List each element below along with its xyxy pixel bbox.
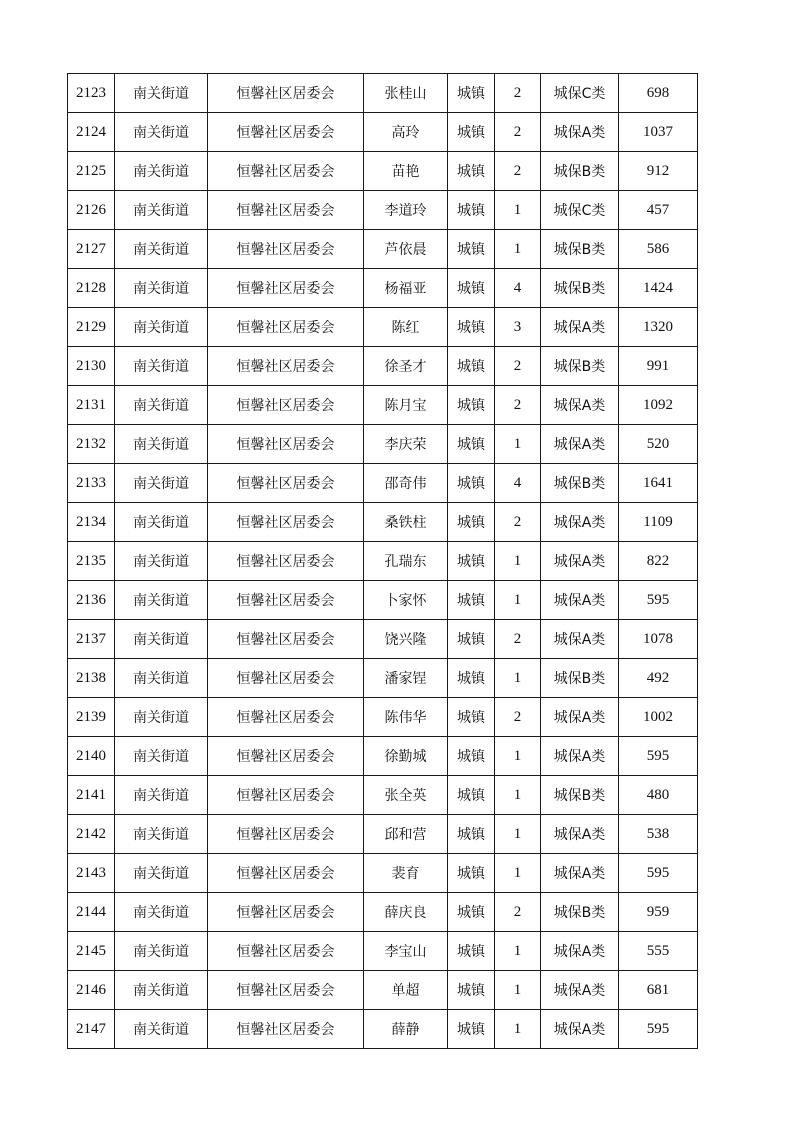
- street-cell: 南关街道: [115, 815, 208, 854]
- row-number-cell: 2141: [68, 776, 115, 815]
- insurance-class-cell: 城保A类: [541, 815, 619, 854]
- row-number-cell: 2127: [68, 230, 115, 269]
- table-row: [68, 620, 698, 659]
- street-cell: 南关街道: [115, 308, 208, 347]
- row-number-cell: 2133: [68, 464, 115, 503]
- household-size-cell: 1: [495, 581, 541, 620]
- household-size-cell: 1: [495, 776, 541, 815]
- amount-cell: 1424: [619, 269, 698, 308]
- name-cell: 饶兴隆: [364, 620, 448, 659]
- amount-cell: 1078: [619, 620, 698, 659]
- committee-cell: 恒馨社区居委会: [208, 776, 364, 815]
- household-size-cell: 4: [495, 464, 541, 503]
- insurance-class-cell: 城保A类: [541, 971, 619, 1010]
- row-number-cell: 2135: [68, 542, 115, 581]
- committee-cell: 恒馨社区居委会: [208, 74, 364, 113]
- name-cell: 芦依晨: [364, 230, 448, 269]
- name-cell: 桑铁柱: [364, 503, 448, 542]
- insurance-class-cell: 城保A类: [541, 581, 619, 620]
- amount-cell: 822: [619, 542, 698, 581]
- row-number-cell: 2142: [68, 815, 115, 854]
- area-type-cell: 城镇: [448, 113, 495, 152]
- records-table: [67, 73, 698, 1049]
- committee-cell: 恒馨社区居委会: [208, 620, 364, 659]
- name-cell: 高玲: [364, 113, 448, 152]
- committee-cell: 恒馨社区居委会: [208, 698, 364, 737]
- insurance-class-cell: 城保A类: [541, 503, 619, 542]
- insurance-class-cell: 城保C类: [541, 191, 619, 230]
- amount-cell: 586: [619, 230, 698, 269]
- street-cell: 南关街道: [115, 542, 208, 581]
- household-size-cell: 1: [495, 191, 541, 230]
- area-type-cell: 城镇: [448, 191, 495, 230]
- row-number-cell: 2128: [68, 269, 115, 308]
- name-cell: 徐勤城: [364, 737, 448, 776]
- area-type-cell: 城镇: [448, 581, 495, 620]
- committee-cell: 恒馨社区居委会: [208, 932, 364, 971]
- row-number-cell: 2146: [68, 971, 115, 1010]
- street-cell: 南关街道: [115, 893, 208, 932]
- insurance-class-cell: 城保B类: [541, 776, 619, 815]
- household-size-cell: 1: [495, 854, 541, 893]
- area-type-cell: 城镇: [448, 425, 495, 464]
- household-size-cell: 4: [495, 269, 541, 308]
- street-cell: 南关街道: [115, 464, 208, 503]
- name-cell: 陈红: [364, 308, 448, 347]
- amount-cell: 991: [619, 347, 698, 386]
- amount-cell: 1641: [619, 464, 698, 503]
- insurance-class-cell: 城保C类: [541, 74, 619, 113]
- table-row: [68, 737, 698, 776]
- table-row: [68, 152, 698, 191]
- row-number-cell: 2129: [68, 308, 115, 347]
- household-size-cell: 1: [495, 737, 541, 776]
- street-cell: 南关街道: [115, 152, 208, 191]
- area-type-cell: 城镇: [448, 659, 495, 698]
- amount-cell: 1002: [619, 698, 698, 737]
- name-cell: 张全英: [364, 776, 448, 815]
- household-size-cell: 2: [495, 347, 541, 386]
- household-size-cell: 1: [495, 815, 541, 854]
- street-cell: 南关街道: [115, 269, 208, 308]
- name-cell: 陈月宝: [364, 386, 448, 425]
- street-cell: 南关街道: [115, 776, 208, 815]
- area-type-cell: 城镇: [448, 776, 495, 815]
- table-row: [68, 698, 698, 737]
- household-size-cell: 2: [495, 152, 541, 191]
- records-table-body: [68, 74, 698, 1049]
- amount-cell: 1092: [619, 386, 698, 425]
- area-type-cell: 城镇: [448, 893, 495, 932]
- table-row: [68, 971, 698, 1010]
- name-cell: 李道玲: [364, 191, 448, 230]
- table-row: [68, 932, 698, 971]
- household-size-cell: 2: [495, 386, 541, 425]
- street-cell: 南关街道: [115, 581, 208, 620]
- household-size-cell: 1: [495, 425, 541, 464]
- committee-cell: 恒馨社区居委会: [208, 347, 364, 386]
- row-number-cell: 2137: [68, 620, 115, 659]
- table-row: [68, 542, 698, 581]
- street-cell: 南关街道: [115, 74, 208, 113]
- table-row: [68, 815, 698, 854]
- amount-cell: 555: [619, 932, 698, 971]
- area-type-cell: 城镇: [448, 308, 495, 347]
- row-number-cell: 2126: [68, 191, 115, 230]
- area-type-cell: 城镇: [448, 269, 495, 308]
- area-type-cell: 城镇: [448, 698, 495, 737]
- amount-cell: 595: [619, 1010, 698, 1049]
- insurance-class-cell: 城保A类: [541, 1010, 619, 1049]
- row-number-cell: 2134: [68, 503, 115, 542]
- area-type-cell: 城镇: [448, 347, 495, 386]
- table-row: [68, 230, 698, 269]
- amount-cell: 595: [619, 854, 698, 893]
- table-row: [68, 386, 698, 425]
- street-cell: 南关街道: [115, 230, 208, 269]
- committee-cell: 恒馨社区居委会: [208, 854, 364, 893]
- row-number-cell: 2147: [68, 1010, 115, 1049]
- area-type-cell: 城镇: [448, 464, 495, 503]
- row-number-cell: 2145: [68, 932, 115, 971]
- name-cell: 裴育: [364, 854, 448, 893]
- committee-cell: 恒馨社区居委会: [208, 581, 364, 620]
- table-row: [68, 113, 698, 152]
- insurance-class-cell: 城保A类: [541, 932, 619, 971]
- area-type-cell: 城镇: [448, 230, 495, 269]
- area-type-cell: 城镇: [448, 737, 495, 776]
- table-row: [68, 581, 698, 620]
- table-row: [68, 659, 698, 698]
- insurance-class-cell: 城保A类: [541, 698, 619, 737]
- name-cell: 李宝山: [364, 932, 448, 971]
- amount-cell: 1037: [619, 113, 698, 152]
- street-cell: 南关街道: [115, 113, 208, 152]
- household-size-cell: 2: [495, 698, 541, 737]
- insurance-class-cell: 城保B类: [541, 347, 619, 386]
- household-size-cell: 2: [495, 620, 541, 659]
- street-cell: 南关街道: [115, 932, 208, 971]
- insurance-class-cell: 城保A类: [541, 386, 619, 425]
- committee-cell: 恒馨社区居委会: [208, 230, 364, 269]
- committee-cell: 恒馨社区居委会: [208, 152, 364, 191]
- insurance-class-cell: 城保B类: [541, 464, 619, 503]
- area-type-cell: 城镇: [448, 932, 495, 971]
- insurance-class-cell: 城保B类: [541, 269, 619, 308]
- row-number-cell: 2130: [68, 347, 115, 386]
- table-row: [68, 1010, 698, 1049]
- name-cell: 杨福亚: [364, 269, 448, 308]
- name-cell: 张桂山: [364, 74, 448, 113]
- area-type-cell: 城镇: [448, 1010, 495, 1049]
- street-cell: 南关街道: [115, 503, 208, 542]
- amount-cell: 595: [619, 581, 698, 620]
- committee-cell: 恒馨社区居委会: [208, 737, 364, 776]
- street-cell: 南关街道: [115, 620, 208, 659]
- amount-cell: 912: [619, 152, 698, 191]
- amount-cell: 538: [619, 815, 698, 854]
- area-type-cell: 城镇: [448, 542, 495, 581]
- name-cell: 邵奇伟: [364, 464, 448, 503]
- committee-cell: 恒馨社区居委会: [208, 191, 364, 230]
- area-type-cell: 城镇: [448, 74, 495, 113]
- table-row: [68, 503, 698, 542]
- household-size-cell: 2: [495, 893, 541, 932]
- household-size-cell: 3: [495, 308, 541, 347]
- amount-cell: 1320: [619, 308, 698, 347]
- row-number-cell: 2139: [68, 698, 115, 737]
- insurance-class-cell: 城保B类: [541, 893, 619, 932]
- row-number-cell: 2140: [68, 737, 115, 776]
- area-type-cell: 城镇: [448, 152, 495, 191]
- area-type-cell: 城镇: [448, 620, 495, 659]
- table-row: [68, 347, 698, 386]
- committee-cell: 恒馨社区居委会: [208, 542, 364, 581]
- amount-cell: 959: [619, 893, 698, 932]
- name-cell: 徐圣才: [364, 347, 448, 386]
- insurance-class-cell: 城保A类: [541, 425, 619, 464]
- name-cell: 薛静: [364, 1010, 448, 1049]
- table-row: [68, 425, 698, 464]
- household-size-cell: 2: [495, 74, 541, 113]
- street-cell: 南关街道: [115, 698, 208, 737]
- row-number-cell: 2125: [68, 152, 115, 191]
- street-cell: 南关街道: [115, 737, 208, 776]
- insurance-class-cell: 城保B类: [541, 230, 619, 269]
- committee-cell: 恒馨社区居委会: [208, 386, 364, 425]
- table-row: [68, 191, 698, 230]
- table-row: [68, 893, 698, 932]
- amount-cell: 457: [619, 191, 698, 230]
- name-cell: 邱和营: [364, 815, 448, 854]
- area-type-cell: 城镇: [448, 503, 495, 542]
- amount-cell: 480: [619, 776, 698, 815]
- committee-cell: 恒馨社区居委会: [208, 269, 364, 308]
- name-cell: 陈伟华: [364, 698, 448, 737]
- street-cell: 南关街道: [115, 425, 208, 464]
- committee-cell: 恒馨社区居委会: [208, 659, 364, 698]
- household-size-cell: 1: [495, 971, 541, 1010]
- street-cell: 南关街道: [115, 347, 208, 386]
- insurance-class-cell: 城保A类: [541, 620, 619, 659]
- name-cell: 苗艳: [364, 152, 448, 191]
- table-row: [68, 854, 698, 893]
- street-cell: 南关街道: [115, 659, 208, 698]
- name-cell: 卜家怀: [364, 581, 448, 620]
- area-type-cell: 城镇: [448, 386, 495, 425]
- street-cell: 南关街道: [115, 1010, 208, 1049]
- committee-cell: 恒馨社区居委会: [208, 308, 364, 347]
- name-cell: 薛庆良: [364, 893, 448, 932]
- table-row: [68, 74, 698, 113]
- committee-cell: 恒馨社区居委会: [208, 464, 364, 503]
- household-size-cell: 1: [495, 1010, 541, 1049]
- name-cell: 李庆荣: [364, 425, 448, 464]
- household-size-cell: 1: [495, 542, 541, 581]
- area-type-cell: 城镇: [448, 971, 495, 1010]
- amount-cell: 595: [619, 737, 698, 776]
- street-cell: 南关街道: [115, 854, 208, 893]
- name-cell: 孔瑞东: [364, 542, 448, 581]
- insurance-class-cell: 城保B类: [541, 152, 619, 191]
- amount-cell: 520: [619, 425, 698, 464]
- household-size-cell: 1: [495, 230, 541, 269]
- area-type-cell: 城镇: [448, 854, 495, 893]
- insurance-class-cell: 城保B类: [541, 659, 619, 698]
- insurance-class-cell: 城保A类: [541, 542, 619, 581]
- household-size-cell: 1: [495, 659, 541, 698]
- committee-cell: 恒馨社区居委会: [208, 113, 364, 152]
- name-cell: 潘家锃: [364, 659, 448, 698]
- table-row: [68, 308, 698, 347]
- table-row: [68, 776, 698, 815]
- committee-cell: 恒馨社区居委会: [208, 971, 364, 1010]
- committee-cell: 恒馨社区居委会: [208, 815, 364, 854]
- committee-cell: 恒馨社区居委会: [208, 893, 364, 932]
- street-cell: 南关街道: [115, 386, 208, 425]
- insurance-class-cell: 城保A类: [541, 854, 619, 893]
- amount-cell: 681: [619, 971, 698, 1010]
- insurance-class-cell: 城保A类: [541, 737, 619, 776]
- household-size-cell: 2: [495, 503, 541, 542]
- row-number-cell: 2138: [68, 659, 115, 698]
- insurance-class-cell: 城保A类: [541, 308, 619, 347]
- row-number-cell: 2132: [68, 425, 115, 464]
- row-number-cell: 2136: [68, 581, 115, 620]
- row-number-cell: 2131: [68, 386, 115, 425]
- area-type-cell: 城镇: [448, 815, 495, 854]
- table-row: [68, 464, 698, 503]
- committee-cell: 恒馨社区居委会: [208, 503, 364, 542]
- household-size-cell: 1: [495, 932, 541, 971]
- amount-cell: 1109: [619, 503, 698, 542]
- row-number-cell: 2123: [68, 74, 115, 113]
- committee-cell: 恒馨社区居委会: [208, 1010, 364, 1049]
- row-number-cell: 2144: [68, 893, 115, 932]
- street-cell: 南关街道: [115, 971, 208, 1010]
- row-number-cell: 2124: [68, 113, 115, 152]
- street-cell: 南关街道: [115, 191, 208, 230]
- household-size-cell: 2: [495, 113, 541, 152]
- table-row: [68, 269, 698, 308]
- committee-cell: 恒馨社区居委会: [208, 425, 364, 464]
- insurance-class-cell: 城保A类: [541, 113, 619, 152]
- name-cell: 单超: [364, 971, 448, 1010]
- amount-cell: 698: [619, 74, 698, 113]
- amount-cell: 492: [619, 659, 698, 698]
- row-number-cell: 2143: [68, 854, 115, 893]
